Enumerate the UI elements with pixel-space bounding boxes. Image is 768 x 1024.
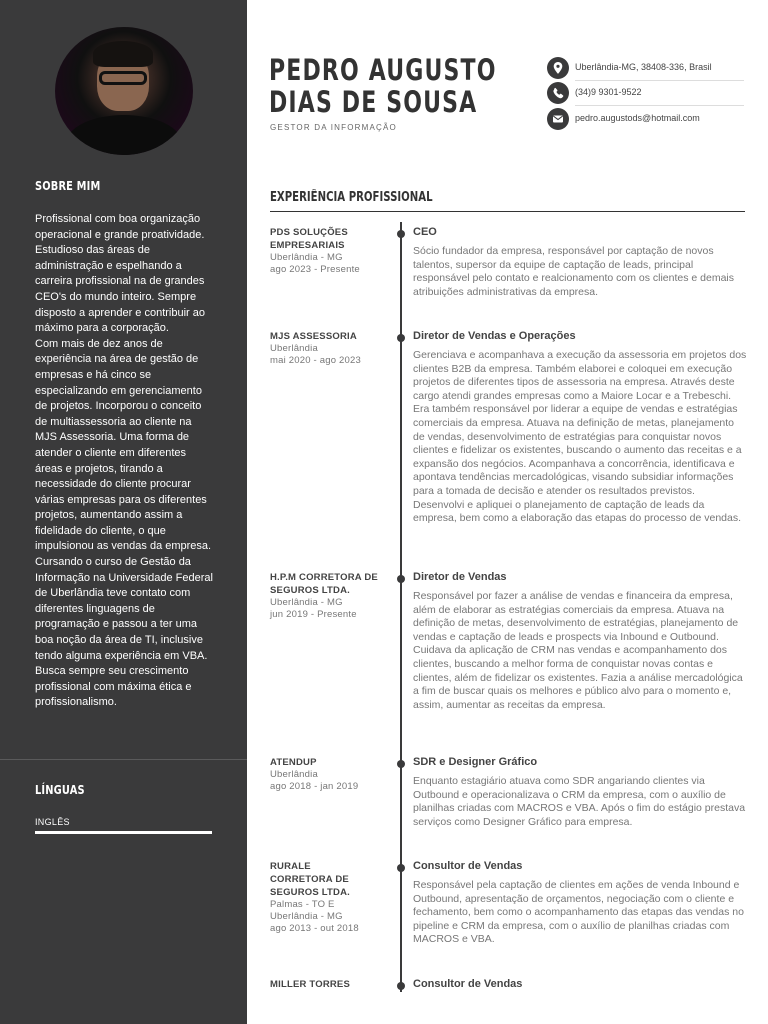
sidebar-divider (0, 759, 247, 760)
job-description: Responsável por fazer a análise de vendas e financeira da empresa, além de elaborar as estratégias comerciais da empresa. Atuava na definição de metas, desenvolvimento de estratégias, planejamento de vendas e captação de leads e prospects via Inbound e Outbound. Cuidava da aplicação de CRM nas vendas e acompanhamento dos clientes, buscando a melhor forma de conquistar novas contas e clientes, além de fidelizar os existentes. Fazia a análise mercadológica a fim de buscar quais os melhores e público alvo para o momento e, assim, aumentar as receitas da empresa. (413, 590, 743, 711)
job-company: H.P.M CORRETORA DE SEGUROS LTDA. Uberlândia - MG jun 2019 - Presente (270, 571, 382, 621)
job-period: jun 2019 - Presente (270, 609, 357, 620)
experience-heading: EXPERIÊNCIA PROFISSIONAL (270, 190, 433, 205)
job-company: RURALE CORRETORA DE SEGUROS LTDA. Palmas - TO E Uberlândia - MG ago 2013 - out 2018 (270, 860, 370, 935)
address-text: Uberlândia-MG, 38408-336, Brasil (575, 62, 712, 72)
job-position: Consultor de Vendas (413, 978, 523, 990)
job-period: ago 2013 - out 2018 (270, 923, 359, 934)
job-location: Uberlândia (270, 769, 318, 780)
phone-icon (547, 82, 569, 104)
experience-rule (270, 211, 745, 212)
job-position: CEO (413, 226, 437, 238)
contact-divider (575, 105, 744, 106)
about-heading: SOBRE MIM (35, 179, 101, 193)
job-company: MILLER TORRES (270, 979, 351, 990)
timeline-dot (397, 334, 405, 342)
sidebar (0, 0, 247, 1024)
contact-address (547, 57, 744, 81)
timeline-dot (397, 864, 405, 872)
name-line-2: DIAS DE SOUSA (269, 85, 478, 119)
languages-heading: LÍNGUAS (35, 783, 85, 797)
contact-divider (575, 80, 744, 81)
about-text: Profissional com boa organização operacional e grande proatividade. Estudioso das áreas de administração e espelhando a carreira profissional na de grandes CEO's do mundo inteiro. Sempre disposto a aprender e contribuir ao máximo para a corporação. Com mais de dez anos de experiência na área de gestão de empresas e há cinco se especializando em gerenciamento de projetos. Incorporou o conceito de multiassessoria ao cliente na MJS Assessoria. Uma forma de atender o cliente em diferentes áreas e projetos, tirando a necessidade do cliente procurar várias empresas para os diferentes projetos, aumentando assim a fidelidade do cliente, o que impulsionou as vendas da empresa. Cursando o curso de Gestão da Informação na Universidade Federal de Uberlândia teve contato com diferentes linguagens de programação e passou a ter uma boa noção da área de TI, inclusive tendo alguma experiência em VBA. Busca sempre seu crescimento profissional com máxima ética e profissionalismo. (35, 213, 213, 709)
job-position: Diretor de Vendas e Operações (413, 330, 576, 342)
job-period: mai 2020 - ago 2023 (270, 355, 361, 366)
language-level-bar (35, 831, 212, 834)
job-position: Consultor de Vendas (413, 860, 523, 872)
location-pin-icon (547, 57, 569, 79)
job-description: Enquanto estagiário atuava como SDR angariando clientes via Outbound e operacionalizava o CRM da empresa, com o auxílio de planilhas criadas com MACROS e VBA. Após o fim do estágio prestava serviços como Designer Gráfico para empresa. (413, 775, 746, 828)
contact-phone (547, 82, 744, 106)
job-location: Uberlândia - MG (270, 597, 343, 608)
job-period: ago 2023 - Presente (270, 264, 360, 275)
name-line-1: PEDRO AUGUSTO (269, 53, 497, 87)
language-english: INGLÊS (35, 817, 70, 827)
full-name (269, 54, 497, 118)
job-period: ago 2018 - jan 2019 (270, 781, 359, 792)
job-company: ATENDUP Uberlândia ago 2018 - jan 2019 (270, 756, 382, 793)
email-text[interactable]: pedro.augustods@hotmail.com (575, 113, 700, 123)
job-location: Uberlândia (270, 343, 318, 354)
job-company: PDS SOLUÇÕES EMPRESARIAIS Uberlândia - MG ago 2023 - Presente (270, 226, 382, 276)
email-icon (547, 108, 569, 130)
job-position: SDR e Designer Gráfico (413, 756, 538, 768)
timeline-dot (397, 575, 405, 583)
job-company: MJS ASSESSORIA Uberlândia mai 2020 - ago 2023 (270, 330, 382, 367)
job-description: Responsável pela captação de clientes em ações de venda Inbound e Outbound, apresentação de orçamentos, negociação com o cliente e fechamento, bem como o acompanhamento das etapas das vendas no pipeline e CRM da empresa, com o auxílio de planilhas criadas com MACROS e VBA. (413, 879, 744, 946)
profile-photo (55, 27, 193, 155)
phone-text[interactable]: (34)9 9301-9522 (575, 87, 642, 97)
job-description: Sócio fundador da empresa, responsável por captação de novos talentos, supersor da equipe de captação de leads, principal responsável pelo contato e realcionamento com os clientes e demais atribuições administrativas da empresa. (413, 245, 735, 298)
job-location: Palmas - TO E Uberlândia - MG (270, 899, 343, 922)
job-description: Gerenciava e acompanhava a execução da assessoria em projetos dos clientes B2B da empresa. Também elaborei e coloquei em execução projetos de diferentes tipos de assessoria na empresa. Através deste cargo atendi grandes empresas como a Maiore Locar e a Trebeschi. Era também responsável por liderar a equipe de vendas e estratégias comerciais da empresa. Atuava na definição de metas, planejamento de vendas, desenvolvimento de estratégias para conquistar novos clientes e fidelizar os existentes, buscando o aumento das receitas e a expansão dos negócios. Acompanhava a concorrência, identificava e apontava tendências mercadológicas, visando subsidiar informações para a tomada de decisão e atender os resultados previstos. Desenvolvi e apliquei o planejamento de captação de leads da empresa, bem como a elaboração das etapas do processo de vendas. (413, 349, 747, 525)
timeline-dot (397, 982, 405, 990)
job-position: Diretor de Vendas (413, 571, 507, 583)
job-title: GESTOR DA INFORMAÇÃO (270, 123, 397, 132)
timeline-dot (397, 230, 405, 238)
timeline-dot (397, 760, 405, 768)
job-location: Uberlândia - MG (270, 252, 343, 263)
contact-email (547, 108, 744, 132)
